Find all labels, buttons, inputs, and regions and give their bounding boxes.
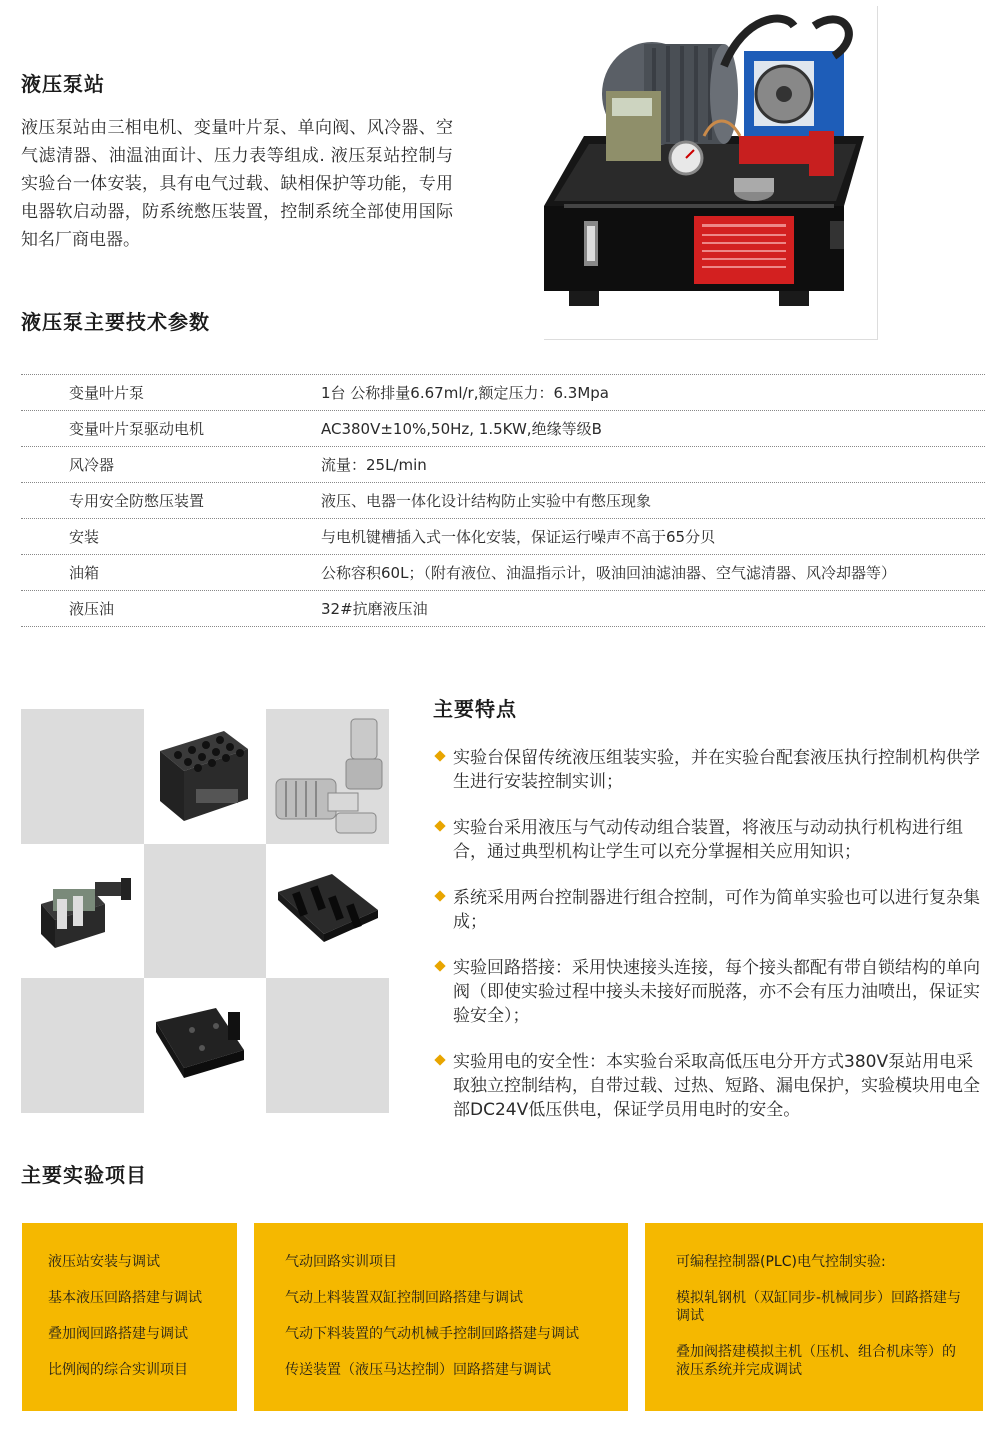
list-item: 叠加阀搭建模拟主机（压机、组合机床等）的液压系统并完成调试 <box>676 1344 956 1378</box>
intro-title: 液压泵站 <box>21 72 105 96</box>
param-value: 32#抗磨液压油 <box>321 600 428 618</box>
param-value: 公称容积60L；（附有液位、油温指示计，吸油回油滤油器、空气滤清器、风冷却器等） <box>321 564 896 582</box>
list-item <box>433 746 989 794</box>
table-row <box>21 483 985 519</box>
list-item: 液压站安装与调试 <box>48 1254 160 1270</box>
param-name: 油箱 <box>69 564 100 582</box>
diamond-bullet-icon <box>434 1054 445 1065</box>
params-table <box>21 374 985 627</box>
list-item: 气动上料装置双缸控制回路搭建与调试 <box>285 1290 523 1306</box>
component-image-grid <box>21 709 389 1113</box>
feature-text: 实验台保留传统液压组装实验，并在实验台配套液压执行控制机构供学生进行安装控制实训； <box>453 748 980 792</box>
param-name: 变量叶片泵 <box>69 384 145 402</box>
experiment-box-pneumatic <box>254 1223 628 1411</box>
mounting-plate-image <box>266 844 389 978</box>
params-title: 液压泵主要技术参数 <box>21 310 210 334</box>
list-item: 叠加阀回路搭建与调试 <box>48 1326 188 1342</box>
experiments-title: 主要实验项目 <box>21 1163 147 1187</box>
list-item <box>433 816 989 864</box>
table-row <box>21 591 985 627</box>
table-row <box>21 555 985 591</box>
list-item: 可编程控制器(PLC)电气控制实验: <box>676 1254 886 1270</box>
grid-cell-empty <box>266 978 389 1113</box>
diamond-bullet-icon <box>434 960 445 971</box>
list-item <box>433 886 989 934</box>
grid-cell-empty <box>144 844 266 978</box>
param-name: 液压油 <box>69 600 115 618</box>
list-item <box>433 956 989 1028</box>
param-value: 与电机键槽插入式一体化安装，保证运行噪声不高于65分贝 <box>321 528 716 546</box>
diamond-bullet-icon <box>434 820 445 831</box>
list-item: 气动下料装置的气动机械手控制回路搭建与调试 <box>285 1326 579 1342</box>
feature-text: 系统采用两台控制器进行组合控制，可作为简单实验也可以进行复杂集成； <box>453 888 980 932</box>
param-value: 1台 公称排量6.67ml/r,额定压力：6.3Mpa <box>321 384 609 402</box>
list-item: 传送装置（液压马达控制）回路搭建与调试 <box>285 1362 551 1378</box>
grid-cell-empty <box>21 709 144 844</box>
hydraulic-station-photo <box>544 6 878 340</box>
table-row <box>21 447 985 483</box>
quick-coupling-image <box>266 709 389 844</box>
param-name: 专用安全防憋压装置 <box>69 492 205 510</box>
feature-text: 实验用电的安全性：本实验台采取高低压电分开方式380V泵站用电采取独立控制结构，自带过载、过热、短路、漏电保护，实验模块用电全部DC24V低压供电，保证学员用电时的安全。 <box>453 1052 980 1120</box>
grid-cell-empty <box>21 978 144 1113</box>
param-value: AC380V±10%,50Hz, 1.5KW,绝缘等级B <box>321 420 602 438</box>
experiment-box-hydraulic <box>22 1223 237 1411</box>
terminal-block-image <box>144 709 266 844</box>
list-item: 比例阀的综合实训项目 <box>48 1362 188 1378</box>
list-item: 气动回路实训项目 <box>285 1254 397 1270</box>
list-item: 基本液压回路搭建与调试 <box>48 1290 202 1306</box>
valve-module-image <box>21 844 144 978</box>
experiment-box-plc <box>645 1223 983 1411</box>
param-name: 风冷器 <box>69 456 115 474</box>
param-name: 变量叶片泵驱动电机 <box>69 420 205 438</box>
diamond-bullet-icon <box>434 890 445 901</box>
list-item <box>433 1050 989 1122</box>
table-row <box>21 411 985 447</box>
table-row <box>21 375 985 411</box>
diamond-bullet-icon <box>434 750 445 761</box>
param-value: 流量：25L/min <box>321 456 427 474</box>
param-value: 液压、电器一体化设计结构防止实验中有憋压现象 <box>321 492 652 510</box>
feature-text: 实验回路搭接：采用快速接头连接，每个接头都配有带自锁结构的单向阀（即使实验过程中接头未接好而脱落，亦不会有压力油喷出，保证实验安全）； <box>453 958 980 1026</box>
features-title: 主要特点 <box>433 697 517 721</box>
features-list <box>433 746 989 1144</box>
base-plate-image <box>144 978 266 1113</box>
table-row <box>21 519 985 555</box>
list-item: 模拟轧钢机（双缸同步-机械同步）回路搭建与调试 <box>676 1290 962 1324</box>
intro-text: 液压泵站由三相电机、变量叶片泵、单向阀、风冷器、空气滤清器、油温油面计、压力表等组成. 液压泵站控制与实验台一体安装，具有电气过载、缺相保护等功能，专用电器软启动器，防系统憋压装置，控制系统全部使用国际知名厂商电器。 <box>21 118 453 250</box>
feature-text: 实验台采用液压与气动传动组合装置，将液压与动动执行机构进行组合，通过典型机构让学生可以充分掌握相关应用知识； <box>453 818 963 862</box>
param-name: 安装 <box>69 528 100 546</box>
